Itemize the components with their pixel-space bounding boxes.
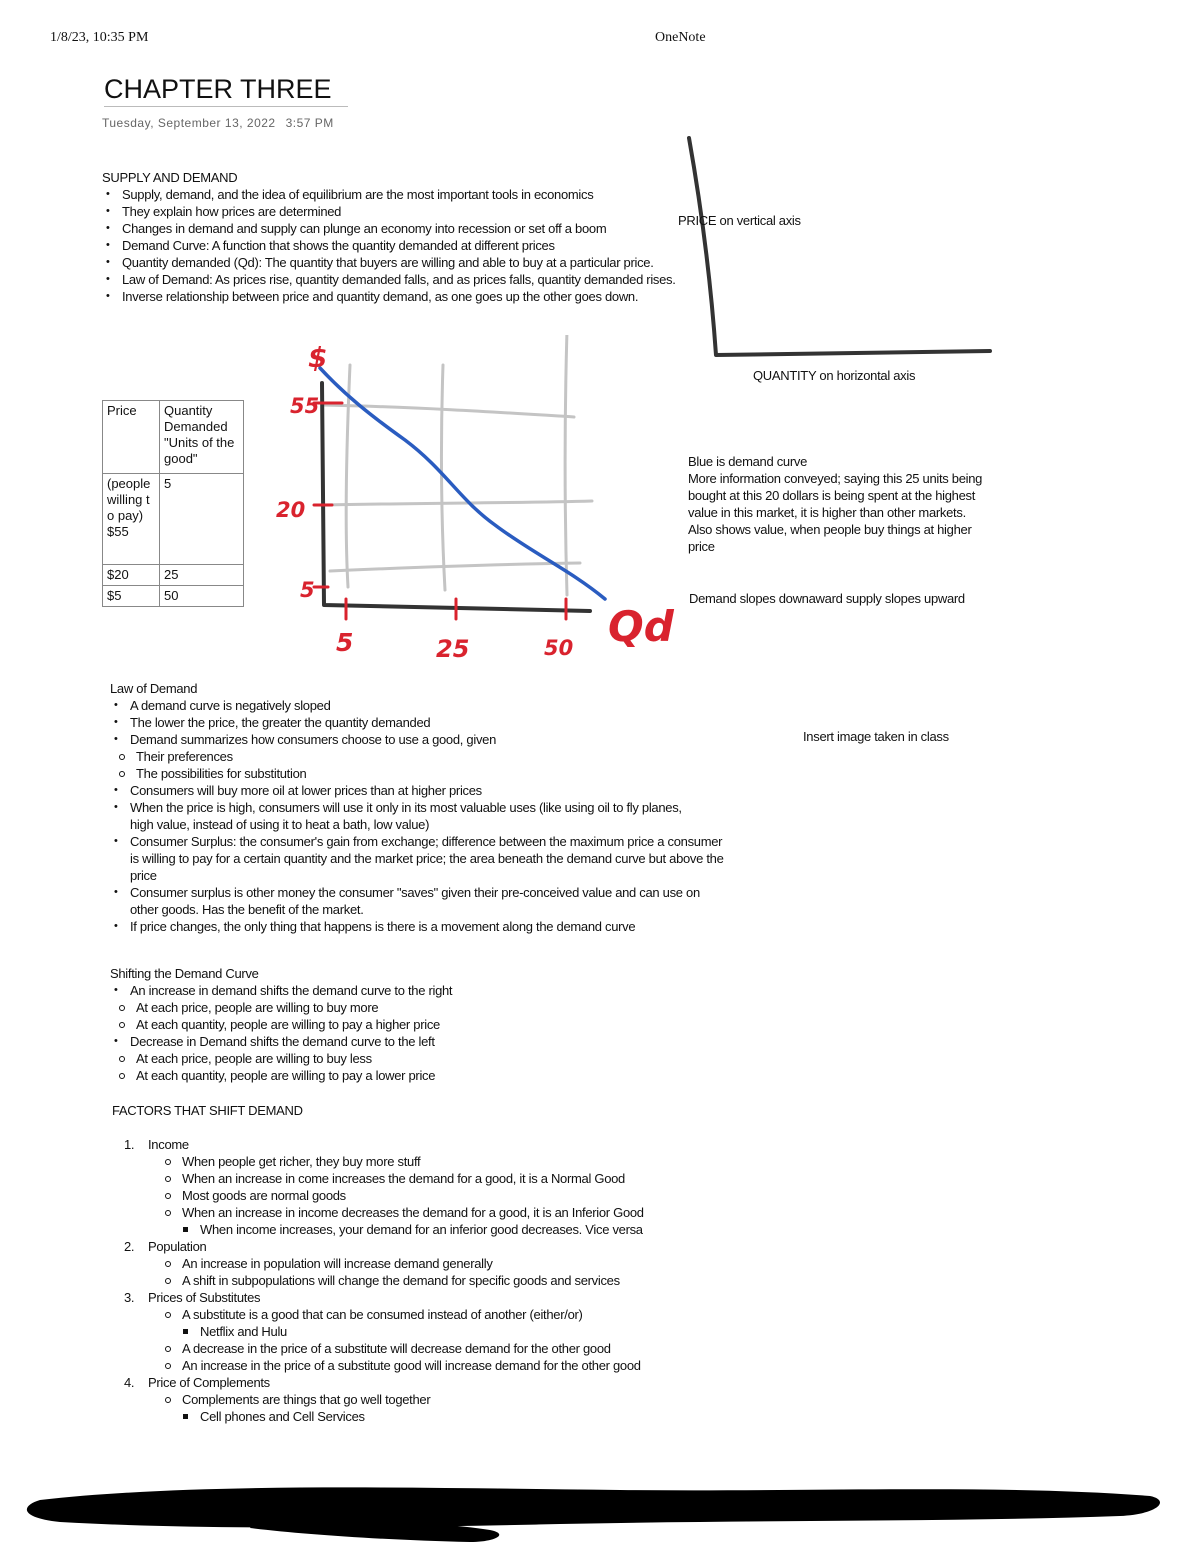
sub-list-item: When an increase in come increases the demand for a good, it is a Normal Good: [156, 1170, 732, 1187]
list-item: • A demand curve is negatively sloped: [110, 697, 730, 714]
list-item: • They explain how prices are determined: [102, 203, 702, 220]
factor-label: Population: [148, 1239, 207, 1254]
demand-curve-note: [688, 453, 988, 555]
sub-list-item: An increase in population will increase demand generally: [156, 1255, 732, 1272]
price-axis-note: PRICE on vertical axis: [678, 213, 801, 228]
x-tick-label: 50: [544, 636, 574, 660]
section-heading: FACTORS THAT SHIFT DEMAND: [112, 1103, 303, 1118]
sub-list: [156, 1255, 732, 1289]
factor-item-income: [112, 1136, 732, 1238]
list-item: • Consumer Surplus: the consumer's gain from exchange; difference between the maximum price a consumer is willing to pay for a certain quantity and the market price; the area beneath the demand curve but above the price: [110, 833, 730, 884]
sub-list-item: Their preferences: [110, 748, 730, 765]
sub-list-item-text: A substitute is a good that can be consumed instead of another (either/or): [182, 1307, 583, 1322]
sub-sub-list-item: Netflix and Hulu: [156, 1323, 732, 1340]
y-symbol: $: [308, 341, 328, 374]
print-datetime: 1/8/23, 10:35 PM: [50, 30, 149, 45]
price-quantity-table: [102, 400, 244, 607]
list-item-text: An increase in demand shifts the demand curve to the right: [130, 983, 453, 998]
shifting-section: [110, 965, 730, 1084]
sketch-red-marks: [314, 403, 566, 619]
app-name: OneNote: [655, 30, 706, 45]
axes-sketch: [670, 130, 1010, 370]
sub-list-item: Most goods are normal goods: [156, 1187, 732, 1204]
list-item: [110, 731, 730, 782]
supply-demand-list: [102, 186, 702, 305]
shifting-list: [110, 982, 730, 1084]
y-tick-label: 5: [300, 578, 315, 602]
sub-sub-list: [156, 1221, 676, 1238]
factor-label: Prices of Substitutes: [148, 1290, 261, 1305]
sub-list: [110, 748, 730, 782]
sub-list-item: [156, 1391, 732, 1425]
factor-label: Income: [148, 1137, 189, 1152]
table-row: [103, 586, 244, 607]
factor-item-population: [112, 1238, 732, 1289]
x-tick-label: 25: [436, 635, 470, 663]
scribble-shape: [27, 1487, 1160, 1527]
insert-image-note: Insert image taken in class: [803, 729, 949, 744]
list-item: • Consumer surplus is other money the consumer "saves" given their pre-conceived value and can use on other goods. Has the benefit of the market.: [110, 884, 710, 918]
table-row: [103, 401, 244, 474]
factor-number: 1.: [124, 1137, 135, 1152]
sub-list-item: The possibilities for substitution: [110, 765, 730, 782]
list-item: • Consumers will buy more oil at lower prices than at higher prices: [110, 782, 730, 799]
sub-list-item: At each price, people are willing to buy less: [110, 1050, 730, 1067]
x-symbol: Qd: [608, 602, 674, 651]
list-item: • When the price is high, consumers will use it only in its most valuable uses (like using oil to fly planes, high value, instead of using it to heat a bath, low value): [110, 799, 690, 833]
sub-list: [110, 999, 730, 1033]
y-tick-label: 55: [290, 394, 320, 418]
list-item: • Inverse relationship between price and quantity demand, as one goes up the other goes down.: [102, 288, 702, 305]
quantity-axis-note: QUANTITY on horizontal axis: [753, 368, 916, 383]
sub-list-item: A decrease in the price of a substitute will decrease demand for the other good: [156, 1340, 732, 1357]
list-item: • Quantity demanded (Qd): The quantity that buyers are willing and able to buy at a particular price.: [102, 254, 662, 271]
note-line: More information conveyed; saying this 25 units being bought at this 20 dollars is being spent at the highest value in this market, it is higher than other markets. Also shows value, when people buy things at higher price: [688, 471, 983, 554]
page-title: CHAPTER THREE: [104, 74, 332, 104]
table-cell: 25: [160, 565, 244, 586]
sub-sub-list-item: When income increases, your demand for an inferior good decreases. Vice versa: [156, 1221, 676, 1238]
title-underline: [104, 106, 348, 107]
factors-section: [112, 1102, 732, 1425]
list-item: • Changes in demand and supply can plunge an economy into recession or set off a boom: [102, 220, 702, 237]
list-item-text: Demand summarizes how consumers choose to use a good, given: [130, 732, 496, 747]
sub-list-item: At each price, people are willing to buy more: [110, 999, 730, 1016]
sub-list-item: [156, 1306, 732, 1340]
factor-item-complements: [112, 1374, 732, 1425]
list-item: • The lower the price, the greater the quantity demanded: [110, 714, 730, 731]
factor-number: 4.: [124, 1375, 135, 1390]
section-heading: SUPPLY AND DEMAND: [102, 170, 238, 185]
law-of-demand-list: [110, 697, 730, 935]
page-date: [102, 116, 344, 130]
sketch-axes: [322, 383, 590, 611]
table-cell: $20: [103, 565, 160, 586]
time-text: 3:57 PM: [285, 116, 334, 130]
y-tick-label: 20: [276, 498, 306, 522]
sub-list-item-text: Complements are things that go well together: [182, 1392, 431, 1407]
table-cell: 50: [160, 586, 244, 607]
table-row: [103, 474, 244, 565]
list-item: [110, 1033, 730, 1084]
sub-sub-list-item: Cell phones and Cell Services: [156, 1408, 732, 1425]
factors-list: [112, 1136, 732, 1425]
factor-item-substitutes: [112, 1289, 732, 1374]
grid-line: [565, 335, 567, 595]
list-item: • Law of Demand: As prices rise, quantity demanded falls, and as prices falls, quantity demanded rises.: [102, 271, 682, 288]
sub-list: [156, 1306, 732, 1374]
axes-stroke: [689, 138, 990, 355]
sub-list: [110, 1050, 730, 1084]
factor-label: Price of Complements: [148, 1375, 270, 1390]
list-item: [110, 982, 730, 1033]
factor-number: 2.: [124, 1239, 135, 1254]
table-header-cell: Price: [103, 401, 160, 474]
list-item-text: Decrease in Demand shifts the demand curve to the left: [130, 1034, 435, 1049]
table-header-cell: Quantity Demanded "Units of the good": [160, 401, 244, 474]
table-cell: $5: [103, 586, 160, 607]
list-item: • Demand Curve: A function that shows the quantity demanded at different prices: [102, 237, 702, 254]
supply-demand-section: [102, 169, 702, 305]
grid-line: [323, 501, 592, 505]
table-row: [103, 565, 244, 586]
slopes-note: Demand slopes downaward supply slopes upward: [689, 591, 965, 606]
section-heading: Law of Demand: [110, 681, 198, 696]
list-item: • If price changes, the only thing that happens is there is a movement along the demand curve: [110, 918, 700, 935]
sub-list-item: [156, 1204, 732, 1238]
factor-number: 3.: [124, 1290, 135, 1305]
redaction-scribble: [0, 1470, 1200, 1550]
list-item: • Supply, demand, and the idea of equilibrium are the most important tools in economics: [102, 186, 702, 203]
grid-line: [330, 563, 580, 571]
sub-list-item: At each quantity, people are willing to pay a higher price: [110, 1016, 730, 1033]
sub-sub-list: [156, 1408, 732, 1425]
sub-sub-list: [156, 1323, 732, 1340]
sub-list: [156, 1153, 732, 1238]
demand-sketch: [270, 335, 690, 665]
section-heading: Shifting the Demand Curve: [110, 966, 259, 981]
law-of-demand-section: [110, 680, 730, 935]
x-tick-label: 5: [336, 628, 354, 657]
table-cell: 5: [160, 474, 244, 565]
note-line: Blue is demand curve: [688, 454, 808, 469]
sub-list: [156, 1391, 732, 1425]
sub-list-item: An increase in the price of a substitute good will increase demand for the other good: [156, 1357, 732, 1374]
sketch-grid: [323, 335, 592, 595]
sub-list-item: A shift in subpopulations will change the demand for specific goods and services: [156, 1272, 732, 1289]
table-cell: (people willing to pay) $55: [103, 474, 160, 565]
date-text: Tuesday, September 13, 2022: [102, 116, 276, 130]
sub-list-item: When people get richer, they buy more stuff: [156, 1153, 732, 1170]
sub-list-item: At each quantity, people are willing to pay a lower price: [110, 1067, 730, 1084]
sub-list-item-text: When an increase in income decreases the demand for a good, it is an Inferior Good: [182, 1205, 644, 1220]
